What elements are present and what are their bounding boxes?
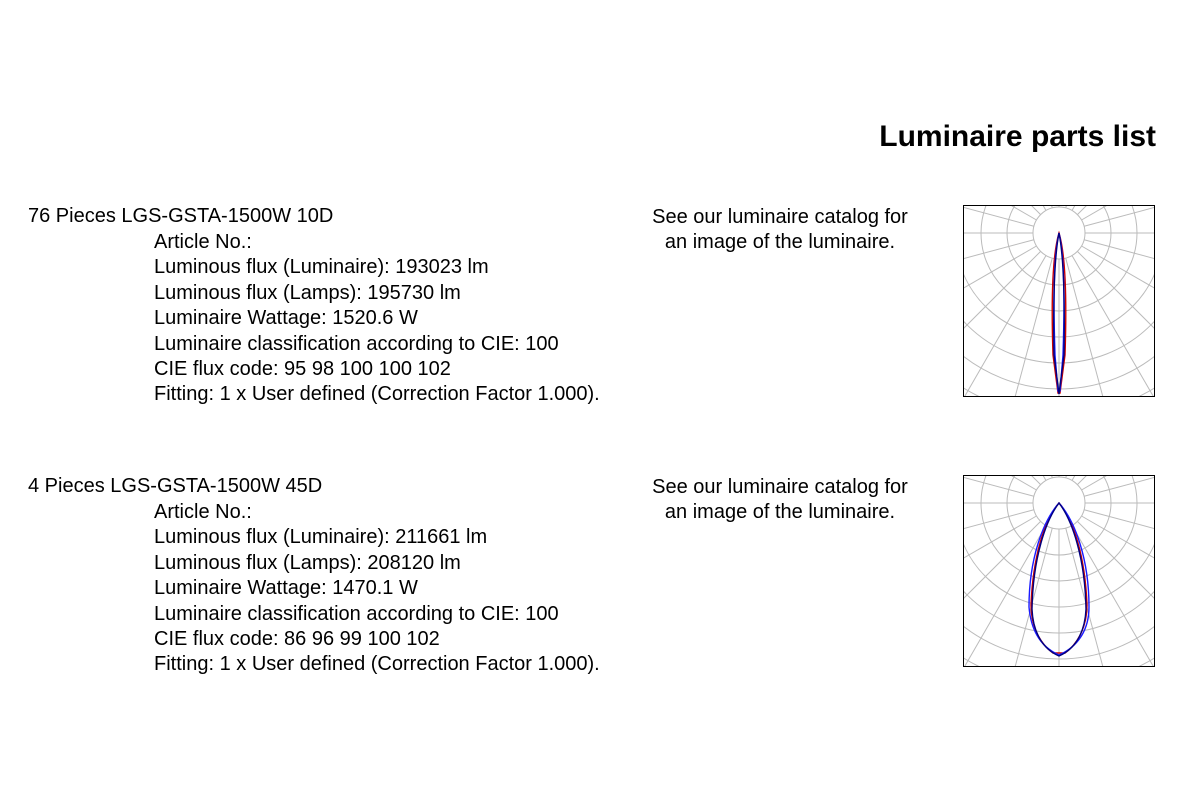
luminaire-properties bbox=[154, 230, 624, 408]
luminous-flux-lamps: Luminous flux (Lamps): 195730 lm bbox=[154, 281, 461, 304]
luminous-flux-lamps: Luminous flux (Lamps): 208120 lm bbox=[154, 551, 461, 574]
luminaire-wattage: Luminaire Wattage: 1520.6 W bbox=[154, 307, 418, 330]
cie-flux-code: CIE flux code: 95 98 100 100 102 bbox=[154, 358, 451, 381]
luminous-flux-luminaire: Luminous flux (Luminaire): 193023 lm bbox=[154, 256, 489, 279]
cie-flux-code: CIE flux code: 86 96 99 100 102 bbox=[154, 628, 440, 651]
luminaire-entry bbox=[0, 475, 1200, 725]
luminaire-heading: 4 Pieces LGS-GSTA-1500W 45D bbox=[28, 475, 323, 497]
catalog-note: See our luminaire catalog for an image of the luminaire. bbox=[652, 206, 908, 254]
polar-diagram bbox=[963, 205, 1155, 397]
luminaire-heading: 76 Pieces LGS-GSTA-1500W 10D bbox=[28, 205, 334, 227]
catalog-note: See our luminaire catalog for an image of the luminaire. bbox=[652, 476, 908, 524]
cie-classification: Luminaire classification according to CIE: 100 bbox=[154, 332, 559, 355]
page-title: Luminaire parts list bbox=[879, 120, 1156, 153]
fitting: Fitting: 1 x User defined (Correction Factor 1.000). bbox=[154, 383, 600, 406]
cie-classification: Luminaire classification according to CIE: 100 bbox=[154, 602, 559, 625]
luminous-flux-luminaire: Luminous flux (Luminaire): 211661 lm bbox=[154, 526, 488, 549]
polar-diagram bbox=[963, 475, 1155, 667]
article-no: Article No.: bbox=[154, 501, 252, 523]
article-no: Article No.: bbox=[154, 231, 252, 253]
fitting: Fitting: 1 x User defined (Correction Factor 1.000). bbox=[154, 653, 600, 676]
luminaire-entry bbox=[0, 205, 1200, 455]
luminaire-wattage: Luminaire Wattage: 1470.1 W bbox=[154, 577, 418, 600]
luminaire-properties bbox=[154, 500, 624, 678]
